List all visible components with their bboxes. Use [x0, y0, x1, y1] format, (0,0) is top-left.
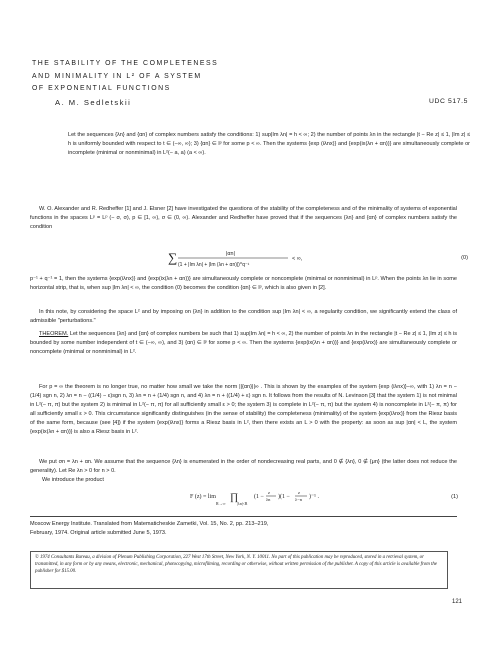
svg-text:(1 + |Im λn| + |Im (λn + αn)|): (1 + |Im λn| + |Im (λn + αn)|)^q⁻¹: [178, 262, 250, 268]
udc-code: UDC 517.5: [428, 98, 468, 105]
institute-note: [30, 520, 460, 538]
svg-text:)⁻¹ .: )⁻¹ .: [309, 494, 319, 500]
copyright-box: [30, 551, 448, 589]
title-line-1: THE STABILITY OF THE COMPLETENESS: [32, 60, 219, 67]
theorem-paragraph: [30, 330, 457, 357]
paragraph-2: p⁻¹ + q⁻¹ = 1, then the systems {exp(iλnx)} and {exp(ix(λn + αn))} are simultaneously complete or noncomplete (minimal or nonminimal) in Lᵖ. When the points λn lie in some horizontal strip, that is, when sup |Im λn| < ∞, the condition (0) becomes the condition {αn} ∈ lᵖ, which is also given in [2].: [30, 276, 457, 291]
svg-text:z: z: [298, 490, 300, 495]
page-number: 121: [452, 599, 463, 605]
paper-title: [32, 58, 472, 96]
equation-0-number: (0): [461, 255, 468, 261]
svg-text:)(1 −: )(1 −: [278, 494, 290, 500]
paragraph-5: For p = ∞ the theorem is no longer true, no matter how small we take the norm ||{αn}||∞ . This is shown by the examples of the system {exp (iλnx)}−∞, with 1) λn = n − (1/4) sgn n, 2) λn = n − ((1/4) − ε)sgn n, 3) λn = n + (1/4) sgn n, and 4) λn = n + ((1/4) + ε) sgn n. It follows from the results of N. Levinson [3] that the system 1) is not minimal in L²(− π, π) but the system 2) is minimal in L²(− π, π) for all sufficiently small ε > 0; the system 3) is complete in L²(− π, π) but the system 4) is noncomplete in L²(− π, π) for all sufficiently small ε > 0. This circumstance significantly distinguishes (in the sense of stability) the completeness (minimality) of the system {exp(iλnx)} from the Riesz basis of the same form, because (see [4]) if the system {exp(iλnx)} forms a Riesz basis in L², then there exists an L > 0 with the property: as soon as sup |αn| < L, the system {exp(ix(λn + αn))} is also a Riesz basis in L².: [30, 384, 457, 435]
svg-text:< ∞,: < ∞,: [292, 256, 303, 262]
institute-line-1: Moscow Energy Institute. Translated from Matematicheskie Zametki, Vol. 15, No. 2, pp. 213–219,: [30, 521, 269, 527]
paragraph-3: In this note, by considering the space L² and by imposing on {λn} in addition to the condition sup |Im λn| < ∞, a regularity condition, we significantly extend the class of admissible "perturbations.": [30, 309, 457, 324]
footnote-divider: [30, 516, 457, 517]
institute-line-2: February, 1974. Original article submitted June 5, 1973.: [30, 529, 167, 536]
author-row: [55, 98, 468, 110]
abstract: Let the sequences {λn} and {αn} of complex numbers satisfy the conditions: 1) sup|Im λn| = h < ∞; 2) the number of points λn in the rectangle |t − Re z| ≤ 1, |Im z| ≤ h is uniformly bounded with respect to t ∈ (−∞, ∞); 3) {αn} ∈ lᵖ for some p < ∞. Then the systems {exp (iλnx)} and {exp(ix(λn + αn))} are simultaneously complete or incomplete (minimal or nonminimal) in L²(− a, a) (a < ∞).: [68, 132, 470, 156]
svg-text:|λn|<R: |λn|<R: [237, 501, 248, 506]
title-line-3: OF EXPONENTIAL FUNCTIONS: [32, 85, 171, 92]
equation-0-graphic: [168, 246, 438, 272]
equation-1: [190, 488, 458, 508]
svg-text:λ−n: λ−n: [295, 497, 302, 502]
svg-text:∑: ∑: [168, 250, 178, 265]
svg-text:R→∞: R→∞: [216, 501, 226, 506]
svg-text:z: z: [268, 490, 270, 495]
paragraph-7: We introduce the product: [42, 477, 104, 483]
intro-paragraph: W. O. Alexander and R. Redheffer [1] and J. Elsner [2] have investigated the questions of the stability of the completeness and of the minimality of systems of exponential functions in the spaces Lᵖ = Lᵖ (− σ, σ), p ∈ [1, ∞), σ ∈ (0, ∞). Alexander and Redheffer have proved that if the sequences {λn} and {αn} of complex numbers satisfy the condition: [30, 206, 457, 230]
svg-text:∏: ∏: [230, 492, 239, 503]
theorem-label: THEOREM.: [39, 331, 69, 337]
theorem-text: Let the sequences {λn} and {αn} of complex numbers be such that 1) sup|Im λn| = h < ∞, 2) the number of points λn in the rectangle |t − Re z| ≤ 1, |Im z| ≤ h is bounded by some number independent of t ∈ (−∞, ∞), and 3) {αn} ∈ lᵖ for some p < ∞. Then the systems {exp(ix(λn + αn))} and {exp(iλnx)} are simultaneously complete or noncomplete (minimal or nonminimal) in L².: [30, 331, 457, 355]
svg-text:λn: λn: [266, 497, 271, 502]
paragraph-6: We put σn = λn + αn. We assume that the sequence {λn} is enumerated in the order of nondecreasing real parts, and 0 ∉ {λn}, 0 ∉ {μn} (the latter does not reduce the generality). Let Re λn > 0 for n > 0.: [30, 459, 457, 474]
equation-1-number: (1): [451, 494, 458, 500]
copyright-notice: © 1974 Consultants Bureau, a division of Plenum Publishing Corporation, 227 West 17th Street, New York, N. Y. 10011. No part of this publication may be reproduced, stored in a retrieval system, or transmitted, in any form or by any means, electronic, mechanical, photocopying, microfilming, recording or otherwise, without written permission of the publisher. A copy of this article is available from the publisher for $15.00.: [35, 555, 437, 574]
title-line-2: AND MINIMALITY IN L² OF A SYSTEM: [32, 72, 202, 80]
equation-1-graphic: [190, 488, 430, 508]
author-name: A. M. Sedletskii: [55, 98, 132, 107]
equation-0: [168, 246, 468, 272]
svg-text:|αn|: |αn|: [226, 251, 235, 257]
svg-text:F (z) = lim: F (z) = lim: [190, 494, 216, 500]
svg-text:(1 −: (1 −: [254, 494, 264, 500]
